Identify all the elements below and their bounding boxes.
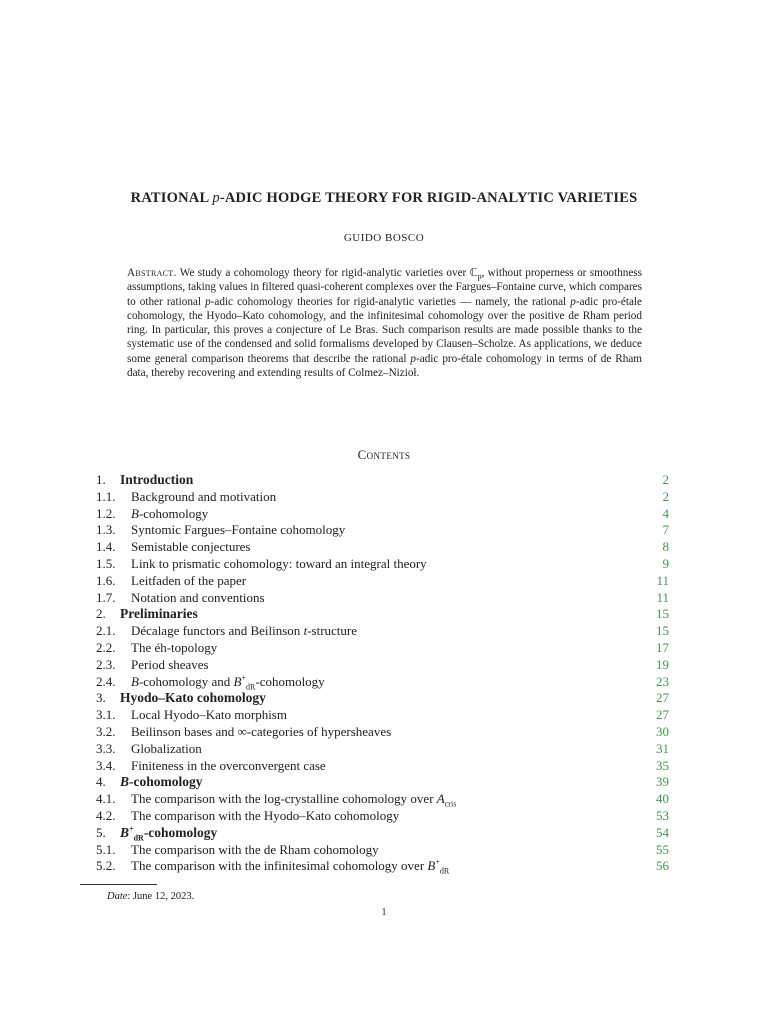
toc-page-link[interactable]: 11 bbox=[656, 572, 669, 588]
toc-page-link[interactable]: 2 bbox=[662, 488, 669, 504]
toc-entry[interactable]: 1.4. Semistable conjectures 8 bbox=[96, 539, 669, 555]
toc-entry[interactable]: 5.1. The comparison with the de Rham cohomology 55 bbox=[96, 841, 669, 857]
toc-entry[interactable]: 3.4. Finiteness in the overconvergent case 35 bbox=[96, 757, 669, 773]
toc-entry[interactable]: 1.7. Notation and conventions 11 bbox=[96, 589, 669, 605]
toc-page-link[interactable]: 53 bbox=[656, 807, 669, 823]
footnote-rule bbox=[80, 884, 157, 885]
contents-heading: Contents bbox=[357, 447, 411, 462]
toc-page-link[interactable]: 56 bbox=[656, 858, 669, 874]
toc-page-link[interactable]: 19 bbox=[656, 656, 669, 672]
abstract: Abstract. We study a cohomology theory for rigid-analytic varieties over ℂ$_p$, without properness or smoothness assumptions, taking values in filtered quasi-coherent complexes over the Fargues–Fontaine curve, which compares to other rational p-adic cohomology theories for rigid-analytic varieties — namely, the rational p-adic pro-étale cohomology, the Hyodo–Kato cohomology, and the infinitesimal cohomology over the positive de Rham period ring. In particular, this proves a conjecture of Le Bras. Such comparison results are made possible thanks to the systematic use of the condensed and solid formalisms developed by Clausen–Scholze. As applications, we deduce some general comparison theorems that describe the rational p-adic pro-étale cohomology in terms of de Rham data, thereby recovering and extending results of Colmez–Nizioł. bbox=[127, 267, 643, 380]
toc-entry[interactable]: 2.2. The éh-topology 17 bbox=[96, 639, 669, 655]
toc-entry[interactable]: 1.6. Leitfaden of the paper 11 bbox=[96, 572, 669, 588]
table-of-contents bbox=[96, 472, 669, 875]
toc-page-link[interactable]: 11 bbox=[656, 589, 669, 605]
toc-page-link[interactable]: 4 bbox=[662, 505, 669, 521]
toc-entry-section[interactable]: 4. B-cohomology 39 bbox=[96, 774, 669, 790]
toc-page-link[interactable]: 54 bbox=[656, 824, 669, 840]
toc-entry-section[interactable]: 3. Hyodo–Kato cohomology 27 bbox=[96, 690, 669, 706]
toc-entry[interactable]: 2.4. B-cohomology and $B^+_{dR}$-cohomology 23 bbox=[96, 673, 669, 692]
toc-page-link[interactable]: 7 bbox=[662, 522, 669, 538]
toc-page-link[interactable]: 39 bbox=[656, 774, 669, 790]
toc-page-link[interactable]: 15 bbox=[656, 606, 669, 622]
author-name: GUIDO BOSCO bbox=[343, 232, 425, 244]
toc-entry[interactable]: 1.3. Syntomic Fargues–Fontaine cohomology 7 bbox=[96, 522, 669, 538]
toc-page-link[interactable]: 55 bbox=[656, 841, 669, 857]
toc-page-link[interactable]: 9 bbox=[662, 555, 669, 571]
toc-page-link[interactable]: 2 bbox=[662, 472, 669, 487]
footnote-date: Date: June 12, 2023. bbox=[107, 891, 195, 902]
toc-entry-section[interactable]: 1. Introduction 2 bbox=[96, 472, 669, 487]
toc-entry[interactable]: 2.3. Period sheaves 19 bbox=[96, 656, 669, 672]
toc-entry-section[interactable]: 2. Preliminaries 15 bbox=[96, 606, 669, 622]
toc-page-link[interactable]: 23 bbox=[656, 673, 669, 689]
toc-entry-section[interactable]: 5. $B^+_{dR}$-cohomology 54 bbox=[96, 824, 669, 843]
toc-page-link[interactable]: 31 bbox=[656, 740, 669, 756]
toc-page-link[interactable]: 8 bbox=[662, 539, 669, 555]
page-number: 1 bbox=[381, 907, 387, 918]
toc-entry[interactable]: 1.2. B-cohomology 4 bbox=[96, 505, 669, 521]
toc-page-link[interactable]: 17 bbox=[656, 639, 669, 655]
toc-page-link[interactable]: 30 bbox=[656, 723, 669, 739]
toc-page-link[interactable]: 27 bbox=[656, 707, 669, 723]
toc-entry[interactable]: 3.2. Beilinson bases and ∞-categories of hypersheaves 30 bbox=[96, 723, 669, 739]
toc-page-link[interactable]: 15 bbox=[656, 623, 669, 639]
toc-entry[interactable]: 1.1. Background and motivation 2 bbox=[96, 488, 669, 504]
toc-entry[interactable]: 3.1. Local Hyodo–Kato morphism 27 bbox=[96, 707, 669, 723]
toc-page-link[interactable]: 35 bbox=[656, 757, 669, 773]
toc-page-link[interactable]: 27 bbox=[656, 690, 669, 706]
toc-entry[interactable]: 4.1. The comparison with the log-crystalline cohomology over $A_{cris}$ 40 bbox=[96, 791, 669, 809]
toc-entry[interactable]: 3.3. Globalization 31 bbox=[96, 740, 669, 756]
toc-page-link[interactable]: 40 bbox=[656, 791, 669, 807]
toc-entry[interactable]: 2.1. Décalage functors and Beilinson t-structure 15 bbox=[96, 623, 669, 639]
paper-title: RATIONAL p-ADIC HODGE THEORY FOR RIGID-ANALYTIC VARIETIES bbox=[130, 190, 638, 206]
toc-entry[interactable]: 5.2. The comparison with the infinitesimal cohomology over $B^+_{dR}$ 56 bbox=[96, 858, 669, 876]
toc-entry[interactable]: 1.5. Link to prismatic cohomology: toward an integral theory 9 bbox=[96, 555, 669, 571]
abstract-label: Abstract. bbox=[127, 267, 177, 279]
toc-entry[interactable]: 4.2. The comparison with the Hyodo–Kato cohomology 53 bbox=[96, 807, 669, 823]
